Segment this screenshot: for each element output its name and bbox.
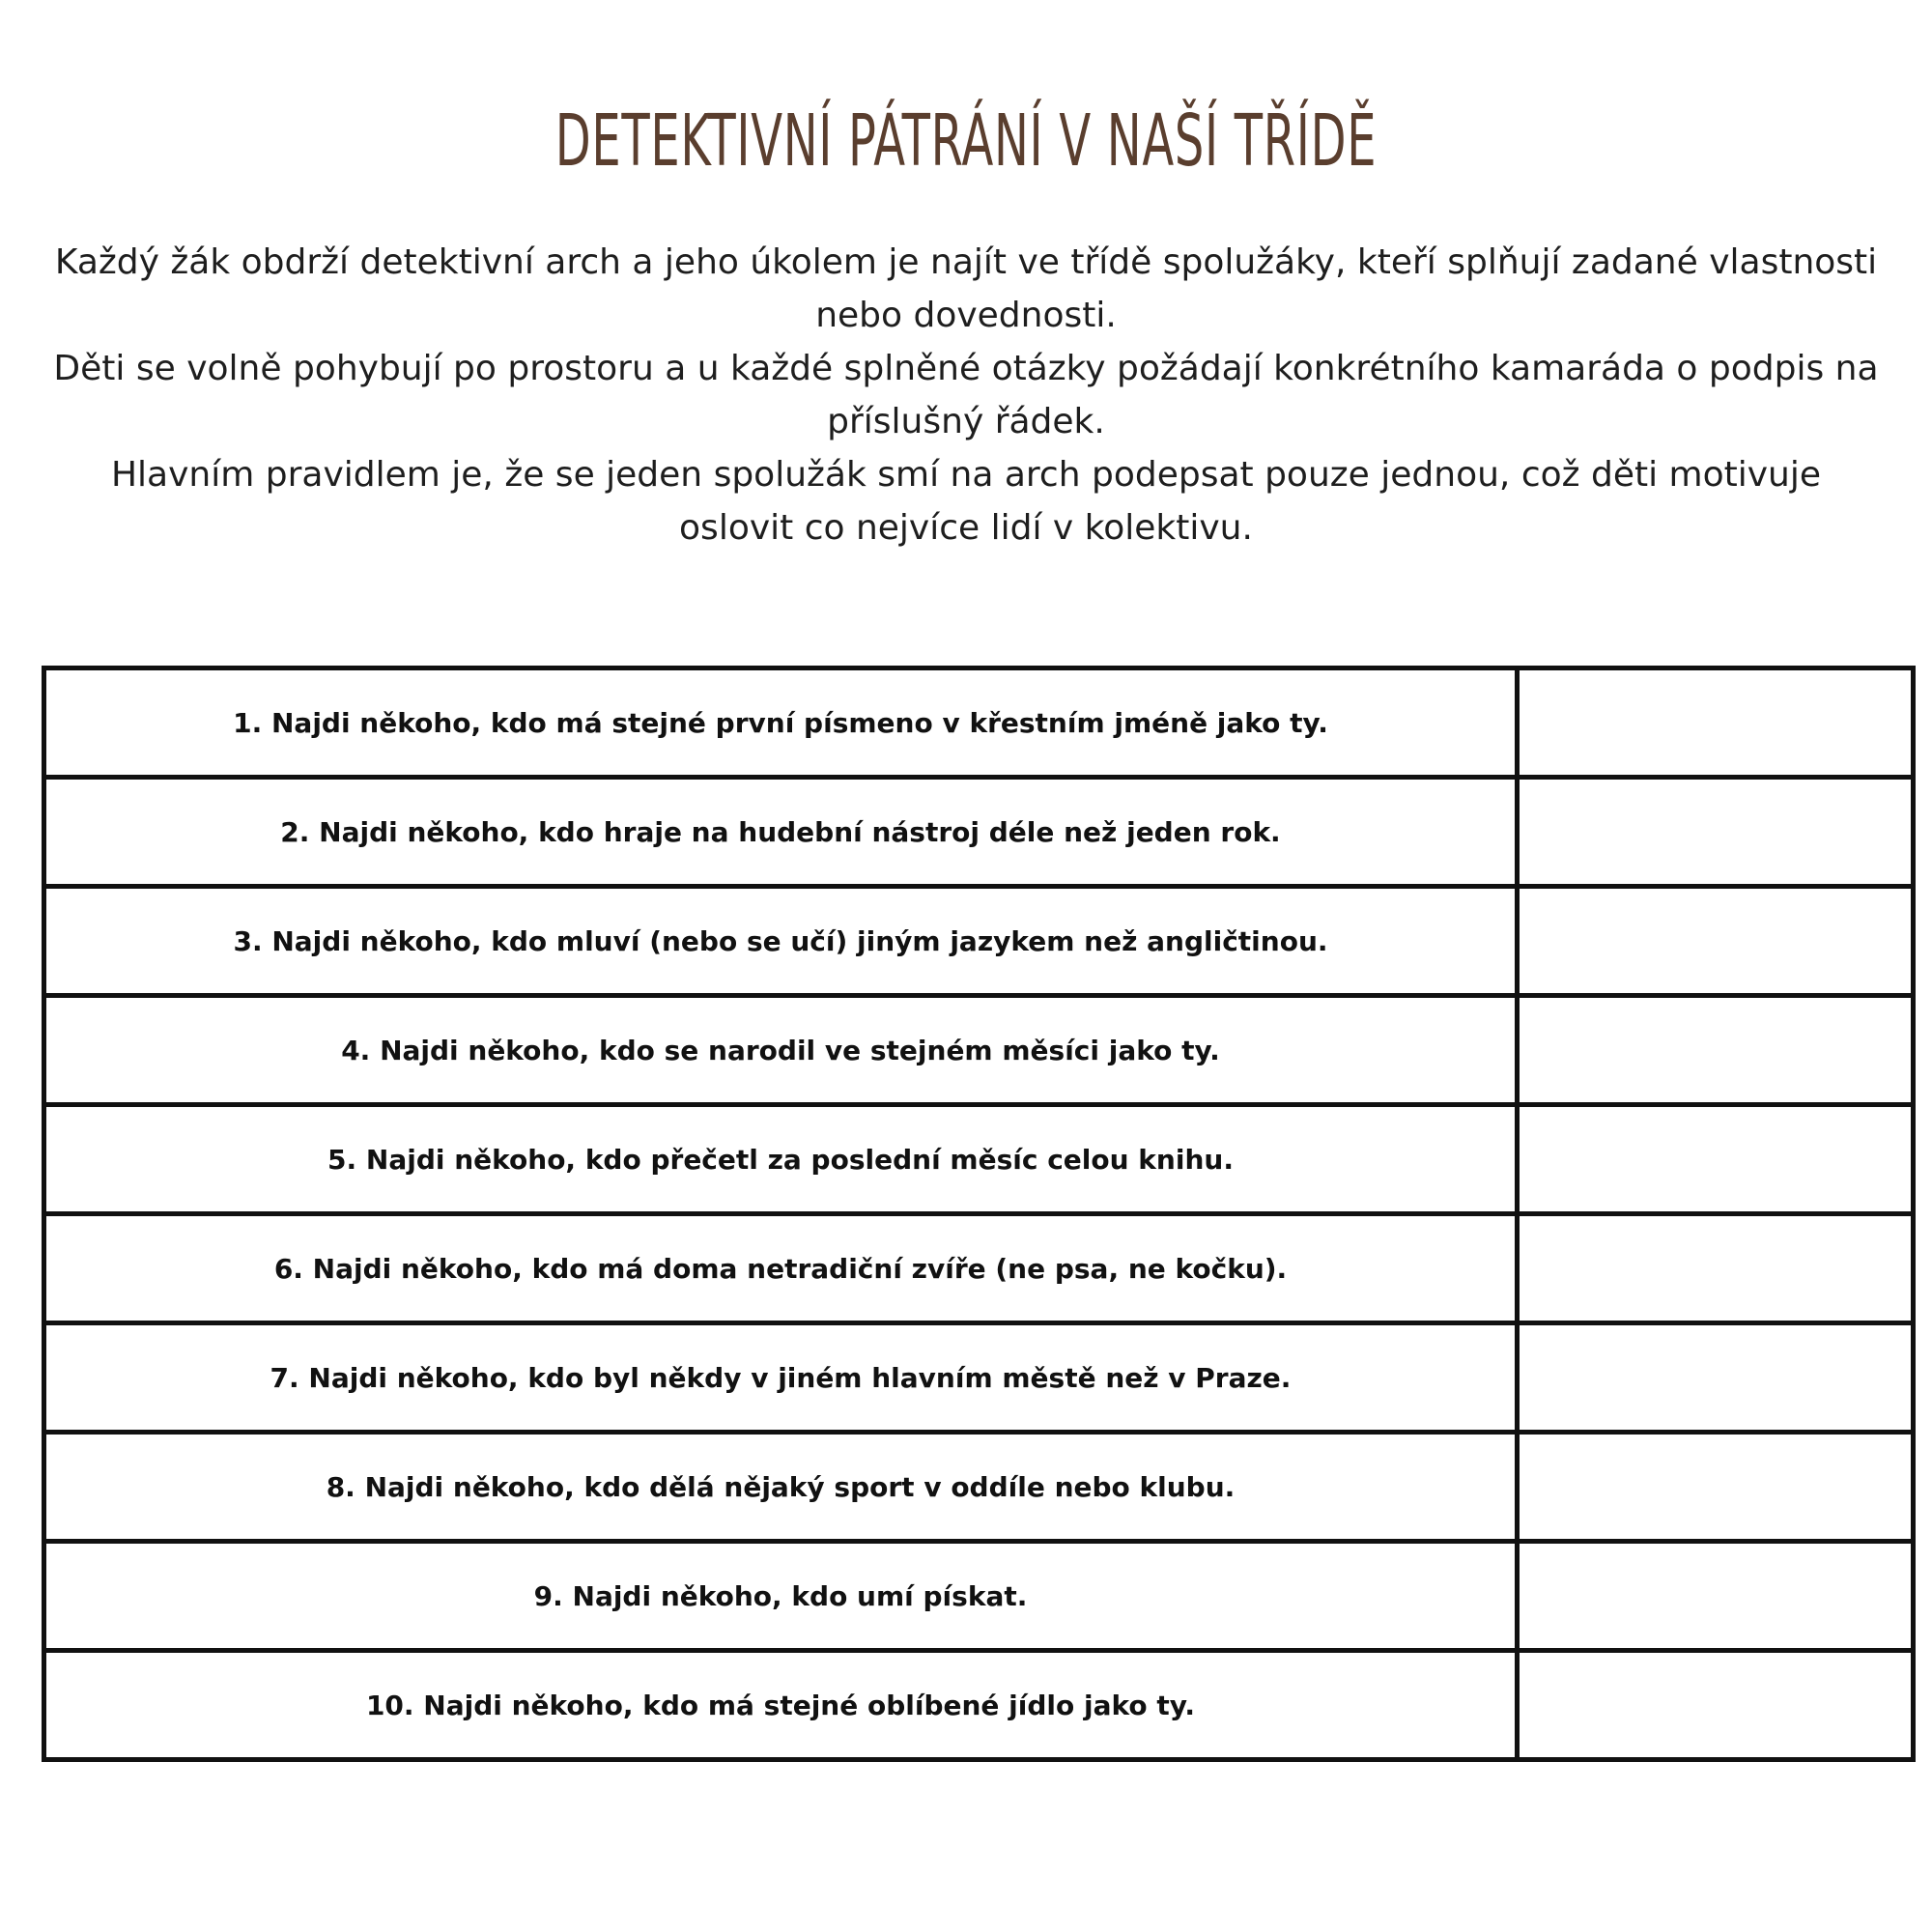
signature-cell[interactable] — [1518, 778, 1914, 887]
signature-cell[interactable] — [1518, 1651, 1914, 1760]
task-table — [42, 666, 1916, 1762]
signature-cell[interactable] — [1518, 668, 1914, 778]
task-question: 7. Najdi někoho, kdo byl někdy v jiném hlavním městě než v Praze. — [44, 1323, 1518, 1433]
signature-cell[interactable] — [1518, 996, 1914, 1105]
signature-cell[interactable] — [1518, 1323, 1914, 1433]
table-row — [44, 778, 1914, 887]
table-row — [44, 1433, 1914, 1542]
instruction-paragraph: Hlavním pravidlem je, že se jeden spolužák smí na arch podepsat pouze jednou, což děti motivuje oslovit co nejvíce lidí v kolektivu. — [110, 455, 1822, 548]
table-row — [44, 996, 1914, 1105]
task-question: 2. Najdi někoho, kdo hraje na hudební nástroj déle než jeden rok. — [44, 778, 1518, 887]
task-question: 1. Najdi někoho, kdo má stejné první písmeno v křestním jméně jako ty. — [44, 668, 1518, 778]
task-question: 8. Najdi někoho, kdo dělá nějaký sport v oddíle nebo klubu. — [44, 1433, 1518, 1542]
table-row — [44, 887, 1914, 996]
signature-cell[interactable] — [1518, 1105, 1914, 1214]
task-question: 5. Najdi někoho, kdo přečetl za poslední měsíc celou knihu. — [44, 1105, 1518, 1214]
signature-cell[interactable] — [1518, 1214, 1914, 1323]
instructions — [53, 236, 1879, 554]
instruction-paragraph: Děti se volně pohybují po prostoru a u každé splněné otázky požádají konkrétního kamaráda o podpis na příslušný řádek. — [53, 349, 1879, 441]
instruction-paragraph: Každý žák obdrží detektivní arch a jeho úkolem je najít ve třídě spolužáky, kteří splňují zadané vlastnosti nebo dovednosti. — [54, 242, 1878, 335]
task-question: 9. Najdi někoho, kdo umí pískat. — [44, 1542, 1518, 1651]
table-row — [44, 1105, 1914, 1214]
task-question: 10. Najdi někoho, kdo má stejné oblíbené jídlo jako ty. — [44, 1651, 1518, 1760]
signature-cell[interactable] — [1518, 1542, 1914, 1651]
table-row — [44, 1323, 1914, 1433]
task-question: 6. Najdi někoho, kdo má doma netradiční zvíře (ne psa, ne kočku). — [44, 1214, 1518, 1323]
table-row — [44, 1651, 1914, 1760]
page-title: DETEKTIVNÍ PÁTRÁNÍ V NAŠÍ TŘÍDĚ — [554, 99, 1378, 183]
signature-cell[interactable] — [1518, 1433, 1914, 1542]
table-row — [44, 1214, 1914, 1323]
signature-cell[interactable] — [1518, 887, 1914, 996]
task-question: 3. Najdi někoho, kdo mluví (nebo se učí) jiným jazykem než angličtinou. — [44, 887, 1518, 996]
table-row — [44, 1542, 1914, 1651]
task-question: 4. Najdi někoho, kdo se narodil ve stejném měsíci jako ty. — [44, 996, 1518, 1105]
table-row — [44, 668, 1914, 778]
